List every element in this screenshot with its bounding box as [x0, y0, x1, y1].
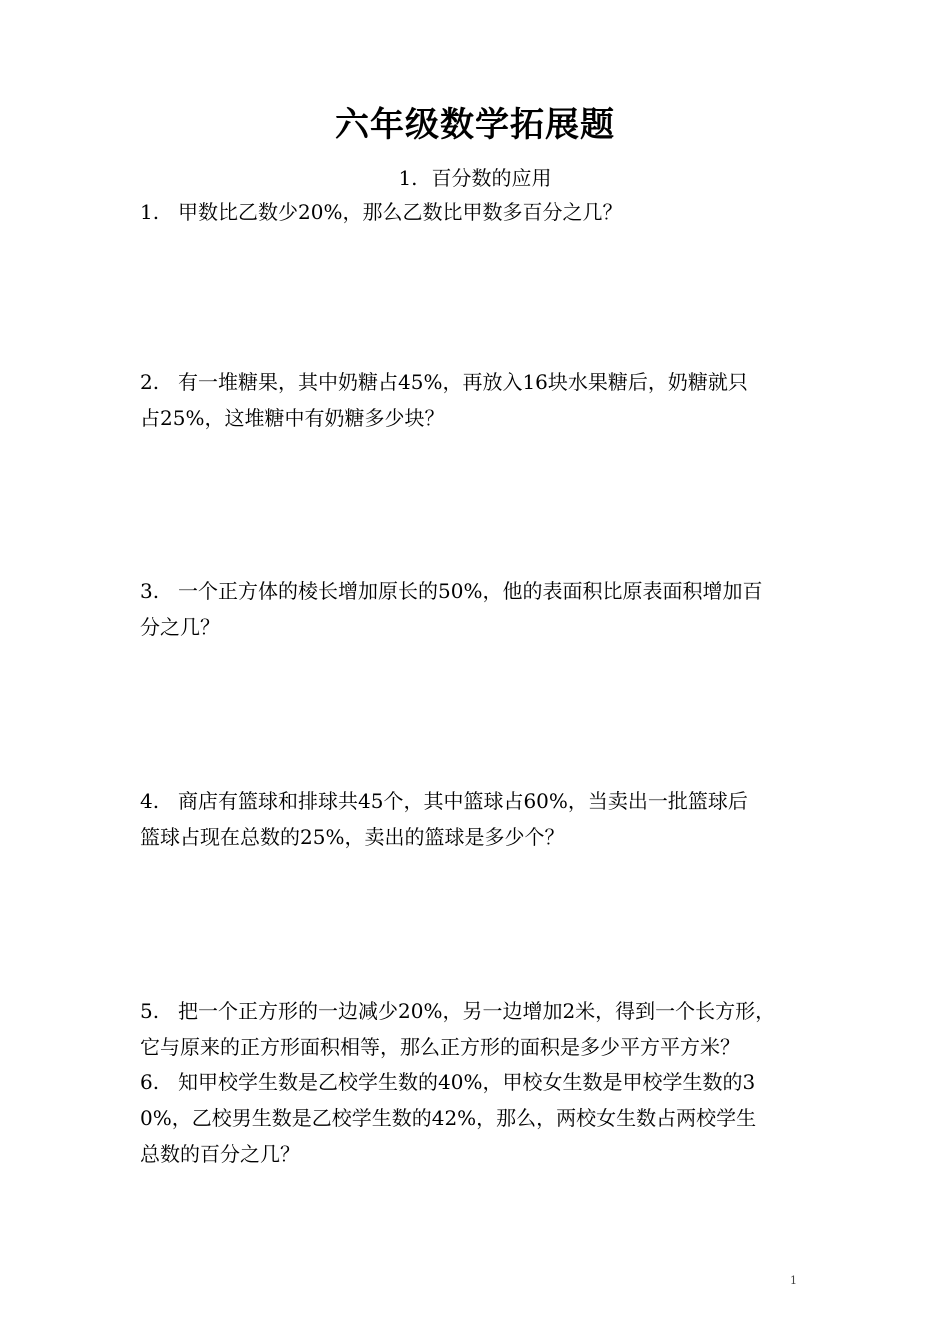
question-1	[140, 194, 830, 230]
question-text: 有一堆糖果，其中奶糖占45%，再放入16块水果糖后，奶糖就只 占25%，这堆糖中有奶糖多少块？	[140, 370, 748, 430]
section-title: 百分数的应用	[431, 166, 552, 190]
section-heading	[0, 162, 950, 194]
question-number: 4.	[140, 789, 160, 813]
question-5	[140, 993, 830, 1065]
question-2	[140, 364, 830, 436]
page-number: 1	[790, 1274, 797, 1287]
question-text: 商店有篮球和排球共45个，其中篮球占60%，当卖出一批篮球后 篮球占现在总数的25%，卖出的篮球是多少个？	[140, 789, 748, 849]
question-number: 6.	[140, 1070, 160, 1094]
question-text: 一个正方体的棱长增加原长的50%，他的表面积比原表面积增加百 分之几？	[140, 579, 763, 639]
section-number: 1.	[398, 166, 418, 190]
question-4	[140, 783, 830, 855]
page-title: 六年级数学拓展题	[335, 105, 615, 145]
question-text: 把一个正方形的一边减少20%，另一边增加2米，得到一个长方形， 它与原来的正方形面积相等，那么正方形的面积是多少平方平方米？	[140, 999, 776, 1059]
question-6	[140, 1064, 830, 1172]
question-number: 5.	[140, 999, 160, 1023]
question-number: 2.	[140, 370, 160, 394]
question-3	[140, 573, 830, 645]
question-number: 1.	[140, 200, 160, 224]
question-number: 3.	[140, 579, 160, 603]
question-text: 甲数比乙数少20%，那么乙数比甲数多百分之几？	[178, 200, 623, 224]
question-text: 知甲校学生数是乙校学生数的40%，甲校女生数是甲校学生数的3 0%，乙校男生数是乙校学生数的42%，那么，两校女生数占两校学生 总数的百分之几？	[140, 1070, 757, 1166]
